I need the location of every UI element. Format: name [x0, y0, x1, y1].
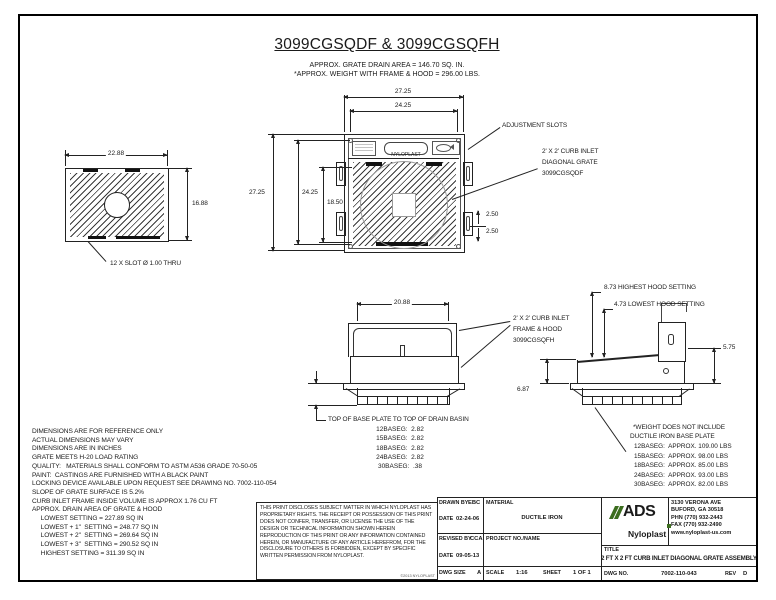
- frame-hood-callout: 3099CGSQFH: [513, 337, 555, 344]
- ear-slot: [339, 166, 343, 181]
- list-item: 18BASEG: APPROX. 85.00 LBS: [634, 462, 729, 469]
- material-value: DUCTILE IRON: [521, 515, 563, 521]
- revised-by-label: REVISED BY: [439, 536, 472, 542]
- titleblock-line: [437, 497, 438, 580]
- list-item: DIMENSIONS ARE IN INCHES: [32, 445, 122, 453]
- copyright-text: ©2013 NYLOPLAST: [400, 574, 435, 578]
- ext-line: [688, 348, 721, 349]
- titleblock-line: [601, 497, 602, 580]
- dim-line: [323, 167, 324, 242]
- list-item: BUFORD, GA 30518: [671, 507, 724, 514]
- dwg-size-value: A: [477, 570, 482, 576]
- approx-weight-note: *APPROX. WEIGHT WITH FRAME & HOOD = 296.00 LBS.: [294, 71, 480, 78]
- list-item: LOWEST + 3" SETTING = 290.52 SQ IN: [32, 541, 159, 549]
- list-item: 18BASEG: 2.82: [376, 444, 424, 452]
- grate-callout: DIAGONAL GRATE: [542, 159, 598, 166]
- weight-note-heading: *WEIGHT DOES NOT INCLUDE: [633, 424, 725, 431]
- list-item: 30BASEG: APPROX. 82.00 LBS: [634, 481, 729, 488]
- scale-label: SCALE: [486, 570, 505, 576]
- ear-slot: [466, 216, 470, 231]
- titleblock-line: [437, 497, 756, 498]
- dim-line: [604, 309, 605, 357]
- dim-line: [273, 134, 274, 251]
- list-item: 15BASEG: APPROX. 98.00 LBS: [634, 452, 729, 460]
- titleblock-line: [601, 545, 756, 546]
- screw-icon: [456, 244, 461, 249]
- drawing-title: 2 FT X 2 FT CURB INLET DIAGONAL GRATE ASSEMBLY: [601, 555, 757, 562]
- grate-bar: [366, 162, 382, 166]
- ear-slot: [339, 216, 343, 231]
- weight-note-heading: DUCTILE IRON BASE PLATE: [630, 433, 715, 440]
- weight-note-rows: [634, 442, 732, 490]
- disclaimer-box: [256, 502, 438, 580]
- grate-callout: 3099CGSQDF: [542, 170, 584, 177]
- list-item: 3130 VERONA AVE: [671, 500, 722, 506]
- nyloplast-nameplate: [384, 142, 428, 158]
- titleblock-line: [483, 497, 484, 580]
- list-item: DIMENSIONS ARE FOR REFERENCE ONLY: [32, 428, 164, 435]
- nyloplast-brand: [628, 524, 671, 542]
- list-item: SLOPE OF GRATE SURFACE IS 5.2%: [32, 488, 144, 496]
- list-item: LOCKING DEVICE AVAILABLE UPON REQUEST SEE DRAWING NO. 7002-110-054: [32, 480, 277, 488]
- list-item: www.nyloplast-us.com: [671, 529, 732, 536]
- hood-riser-slot: [668, 334, 674, 345]
- ext-line: [463, 95, 464, 132]
- grate-callout: 2' X 2' CURB INLET: [542, 148, 599, 155]
- list-item: GRATE MEETS H-20 LOAD RATING: [32, 454, 139, 462]
- drawn-by-value: EBC: [468, 500, 481, 506]
- scale-value: 1:16: [516, 570, 528, 576]
- ads-logo: [612, 504, 655, 520]
- approx-drain-area-note: APPROX. GRATE DRAIN AREA = 146.70 SQ. IN.: [309, 62, 465, 69]
- titleblock-line: [437, 533, 601, 534]
- list-item: 15BASEG: 2.82: [376, 435, 424, 443]
- dim-line: [478, 211, 479, 224]
- dim-line: [344, 97, 463, 98]
- leader-line: [316, 420, 326, 421]
- general-notes: [32, 428, 277, 559]
- screw-icon: [456, 138, 461, 143]
- fish-icon: [436, 144, 451, 152]
- list-item: 12BASEG: APPROX. 109.00 LBS: [634, 443, 732, 450]
- dim-line-height: [187, 168, 188, 240]
- basin-top-teeth: [357, 388, 450, 405]
- rev-value: D: [743, 571, 748, 577]
- dim-line: [298, 140, 299, 244]
- lowest-hood-setting: 4.73 LOWEST HOOD SETTING: [614, 301, 705, 308]
- brand-text: Nyloplast: [628, 529, 667, 539]
- list-item: ACTUAL DIMENSIONS MAY VARY: [32, 436, 134, 444]
- dim-plan-opening-height: 18.50: [327, 199, 343, 206]
- list-item: 24BASEG: APPROX. 93.00 LBS: [634, 471, 729, 479]
- grate-bar: [88, 236, 106, 239]
- dim-line: [592, 292, 593, 357]
- list-item: 12BASEG: 2.82: [376, 426, 424, 433]
- project-label: PROJECT NO./NAME: [486, 536, 540, 542]
- rev-label: REV: [725, 571, 737, 577]
- ear-slot: [466, 166, 470, 181]
- frame-body: [350, 356, 459, 385]
- list-item: LOWEST + 1" SETTING = 248.77 SQ IN: [32, 523, 159, 531]
- list-item: LOWEST + 2" SETTING = 269.64 SQ IN: [32, 532, 159, 540]
- date-label: DATE: [439, 516, 454, 522]
- title-label: TITLE: [604, 547, 619, 553]
- grate-center-hub: [104, 192, 130, 218]
- ext-line: [268, 250, 344, 251]
- dim-line: [316, 371, 317, 383]
- base-plate-note-rows: [330, 425, 470, 471]
- dim-frame-height: 6.87: [517, 386, 530, 393]
- list-item: PAINT: CASTINGS ARE FURNISHED WITH A BLACK PAINT: [32, 471, 209, 479]
- sheet-value: 1 OF 1: [573, 570, 591, 576]
- dim-line: [547, 359, 548, 383]
- page-title: 3099CGSQDF & 3099CGSQFH: [274, 36, 500, 53]
- dim-line: [350, 111, 457, 112]
- fish-icon-tail: [450, 144, 454, 150]
- highest-hood-setting: 8.73 HIGHEST HOOD SETTING: [604, 284, 697, 291]
- ext-line: [294, 140, 350, 141]
- screw-icon: [663, 368, 669, 374]
- adjustment-slots-callout: ADJUSTMENT SLOTS: [502, 122, 568, 129]
- frame-band-line: [348, 158, 459, 159]
- revised-by-value: CCA: [470, 536, 483, 542]
- dim-hood-height: 5.75: [723, 344, 736, 351]
- grate-bar: [125, 169, 140, 172]
- list-item: APPROX. DRAIN AREA OF GRATE & HOOD: [32, 506, 163, 514]
- dim-line: [478, 228, 479, 241]
- disclaimer-text: THIS PRINT DISCLOSES SUBJECT MATTER IN WHICH NYLOPLAST HAS PROPRIETARY RIGHTS. THE RECEIPT OR POSSESSION OF THIS PRINT DOES NOT CONFER, TRANSFER, OR LICENSE THE USE OF THE DESIGN OR TECHNICAL INFORMATION SHOWN HEREIN REPRODUCTION OF THIS PRINT OR ANY INFORMATION CONTAINED HEREIN, OR MANUFACTURE OF ANY ARTICLE HEREFROM, FOR THE DISCLOSURE TO OTHERS IS FORBIDDEN, EXCEPT BY SPECIFIC WRITTEN PERMISSION FROM NYLOPLAST.: [260, 505, 433, 560]
- revised-date-value: 09-05-13: [456, 553, 480, 559]
- dim-front-width: 20.88: [393, 299, 411, 306]
- frame-hood-callout: 2' X 2' CURB INLET: [513, 315, 570, 322]
- ext-line: [470, 226, 486, 227]
- dim-slot-travel-up: 2.50: [486, 211, 499, 218]
- warning-plate: [352, 141, 376, 156]
- dim-slot-travel-down: 2.50: [486, 228, 499, 235]
- list-item: 30BASEG: .38: [377, 463, 423, 471]
- list-item: CURB INLET FRAME INSIDE VOLUME IS APPROX 1.76 CU FT: [32, 497, 218, 505]
- ext-line: [694, 383, 721, 384]
- frame-hood-callout: FRAME & HOOD: [513, 326, 562, 333]
- list-item: 24BASEG: 2.82: [376, 453, 424, 461]
- dim-line: [316, 405, 317, 417]
- base-plate-note-heading: TOP OF BASE PLATE TO TOP OF DRAIN BASIN: [328, 416, 469, 423]
- dim-grate-width: 22.88: [107, 150, 125, 157]
- dim-plan-outer-height: 27.25: [249, 189, 265, 196]
- ext-line: [294, 244, 350, 245]
- ads-logo-text: ADS: [623, 503, 656, 520]
- grate-bar: [116, 236, 160, 239]
- dwg-no-value: 7002-110-043: [661, 571, 697, 577]
- dim-line: [714, 348, 715, 383]
- dim-plan-inner-width: 24.25: [394, 102, 412, 109]
- list-item: LOWEST SETTING = 227.89 SQ IN: [32, 515, 144, 523]
- list-item: QUALITY: MATERIALS SHALL CONFORM TO ASTM A536 GRADE 70-50-05: [32, 462, 258, 470]
- dim-grate-height: 16.88: [192, 200, 208, 207]
- ext-line: [344, 95, 345, 132]
- list-item: FAX (770) 932-2490: [671, 522, 722, 529]
- drawn-by-label: DRAWN BY: [439, 500, 469, 506]
- slot-callout: 12 X SLOT Ø 1.00 THRU: [110, 260, 181, 267]
- sheet-label: SHEET: [543, 570, 561, 576]
- list-item: HIGHEST SETTING = 311.39 SQ IN: [32, 549, 145, 557]
- dim-plan-outer-width: 27.25: [394, 88, 412, 95]
- grate-bar: [426, 162, 442, 166]
- date-label: DATE: [439, 553, 454, 559]
- side-basin-teeth: [582, 388, 682, 405]
- list-item: PHN (770) 932-2443: [671, 514, 723, 521]
- grate-bar: [83, 169, 98, 172]
- titleblock-line: [437, 566, 756, 567]
- drawn-date-value: 02-24-06: [456, 516, 480, 522]
- nameplate-text: NYLOPLAST: [391, 152, 421, 158]
- dwg-size-label: DWG SIZE: [439, 570, 466, 576]
- ext-line: [268, 134, 344, 135]
- dwg-no-label: DWG NO.: [604, 571, 629, 577]
- center-knockout: [392, 193, 416, 217]
- company-address: [671, 500, 755, 537]
- material-label: MATERIAL: [486, 500, 514, 506]
- dim-plan-inner-height: 24.25: [302, 189, 318, 196]
